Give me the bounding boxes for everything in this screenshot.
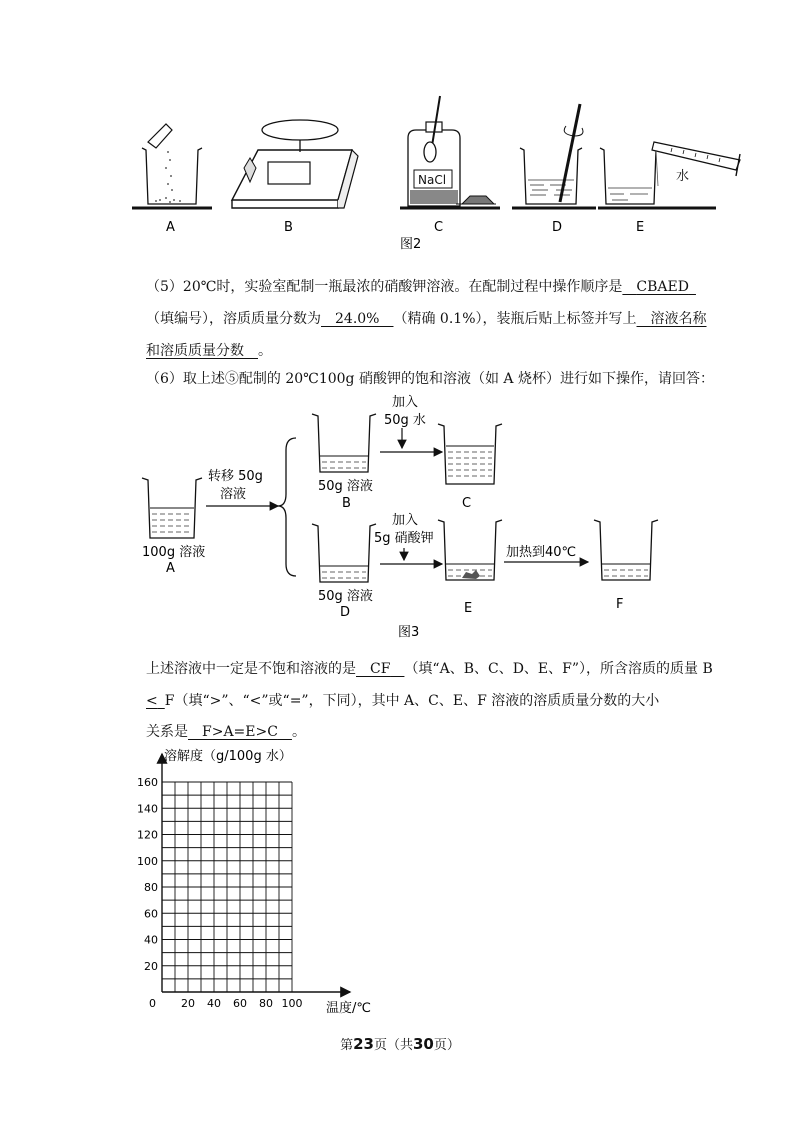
- reagent-bottle-c-icon: [400, 96, 500, 208]
- q5-line-3: 和溶质质量分数 。: [146, 343, 272, 359]
- q5-line-1: （5）20℃时，实验室配制一瓶最浓的硝酸钾溶液。在配制过程中操作顺序是 CBAED: [146, 276, 696, 296]
- figure-2: [0, 90, 800, 260]
- q5-line-2: （填编号），溶质质量分数为 24.0% （精确 0.1%），装瓶后贴上标签并写上 溶液名称: [146, 311, 707, 327]
- water-label: 水: [676, 169, 690, 184]
- x-tick-label: 80: [259, 997, 273, 1010]
- beaker-d-icon: [312, 524, 376, 582]
- figure2-caption: 图2: [400, 237, 422, 252]
- figure-3: [0, 390, 800, 648]
- answer-order: CBAED: [636, 279, 689, 295]
- beaker-e-icon: [438, 520, 502, 580]
- answer-unsat: CF: [370, 661, 391, 677]
- figure2-label-b: B: [284, 220, 293, 235]
- q6-line-1: 上述溶液中一定是不饱和溶液的是 CF （填“A、B、C、D、E、F”），所含溶质的质量 B: [146, 661, 713, 677]
- answer-compare: <: [146, 693, 158, 709]
- page-number: 23: [353, 1035, 374, 1053]
- q6-line-3: 关系是 F>A=E>C 。: [146, 724, 306, 740]
- answer-label-a: 溶液名称: [650, 311, 707, 327]
- c-label: C: [462, 496, 472, 511]
- x-tick-label: 20: [181, 997, 195, 1010]
- figure2-label-e: E: [636, 220, 645, 235]
- add-water-label-2: 50g 水: [384, 413, 426, 428]
- add-salt-label-1: 加入: [392, 513, 419, 528]
- y-tick-label: 140: [137, 802, 158, 816]
- figure2-label-c: C: [434, 220, 444, 235]
- q6-intro: （6）取上述⑤配制的 20℃100g 硝酸钾的饱和溶液（如 A 烧杯）进行如下操作，请回答：: [146, 371, 714, 387]
- y-tick-label: 120: [137, 828, 158, 842]
- beaker-c-icon: [438, 424, 502, 484]
- beaker-a-icon: [142, 478, 202, 538]
- page-footer: 第23页（共30页）: [340, 1035, 460, 1053]
- answer-label-b: 和溶质质量分数: [146, 343, 244, 359]
- x-tick-labels: [149, 997, 303, 1010]
- y-tick-labels: [137, 776, 158, 973]
- figure2-label-a: A: [166, 220, 175, 235]
- beaker-e-icon: [598, 142, 740, 208]
- transfer-label-1: 转移 50g: [208, 469, 263, 484]
- y-tick-label: 20: [144, 959, 158, 973]
- transfer-label-2: 溶液: [220, 487, 247, 502]
- x-tick-label: 60: [233, 997, 247, 1010]
- a-mass-label: 100g 溶液: [142, 545, 206, 560]
- x-tick-label: 40: [207, 997, 221, 1010]
- answer-frac-order: F>A=E>C: [202, 724, 278, 740]
- y-tick-label: 160: [137, 776, 158, 789]
- beaker-f-icon: [594, 520, 658, 580]
- y-tick-label: 40: [144, 933, 158, 947]
- e-label: E: [464, 601, 473, 616]
- figure3-caption: 图3: [398, 625, 420, 640]
- y-tick-label: 80: [144, 881, 158, 894]
- x-tick-label: 0: [149, 997, 156, 1010]
- b-mass-label: 50g 溶液: [318, 479, 373, 494]
- balance-b-icon: [232, 120, 358, 208]
- d-label: D: [340, 605, 351, 620]
- grid-xlabel: 温度/℃: [326, 1001, 371, 1016]
- beaker-a-icon: [132, 124, 212, 208]
- figure2-label-d: D: [552, 220, 563, 235]
- y-tick-label: 100: [137, 854, 158, 868]
- beaker-d-icon: [512, 104, 596, 208]
- q6-line-2: < F（填“>”、“<”或“=”，下同），其中 A、C、E、F 溶液的溶质质量分数的大小: [146, 693, 660, 709]
- solubility-grid: [0, 740, 800, 1020]
- y-tick-label: 60: [144, 907, 158, 921]
- heat-label: 加热到40℃: [506, 545, 577, 560]
- nacl-label: NaCl: [418, 173, 447, 187]
- b-label: B: [342, 496, 351, 511]
- grid-ylabel: 溶解度（g/100g 水）: [164, 749, 292, 764]
- x-tick-label: 100: [281, 997, 303, 1010]
- total-pages: 30: [413, 1035, 434, 1053]
- d-mass-label: 50g 溶液: [318, 589, 373, 604]
- add-salt-label-2: 5g 硝酸钾: [374, 531, 434, 546]
- grid-lines: [162, 782, 292, 992]
- add-water-label-1: 加入: [392, 395, 419, 410]
- brace: [278, 438, 296, 576]
- answer-fraction: 24.0%: [335, 311, 380, 327]
- f-label: F: [616, 597, 624, 612]
- a-label: A: [166, 561, 175, 576]
- beaker-b-icon: [312, 414, 376, 472]
